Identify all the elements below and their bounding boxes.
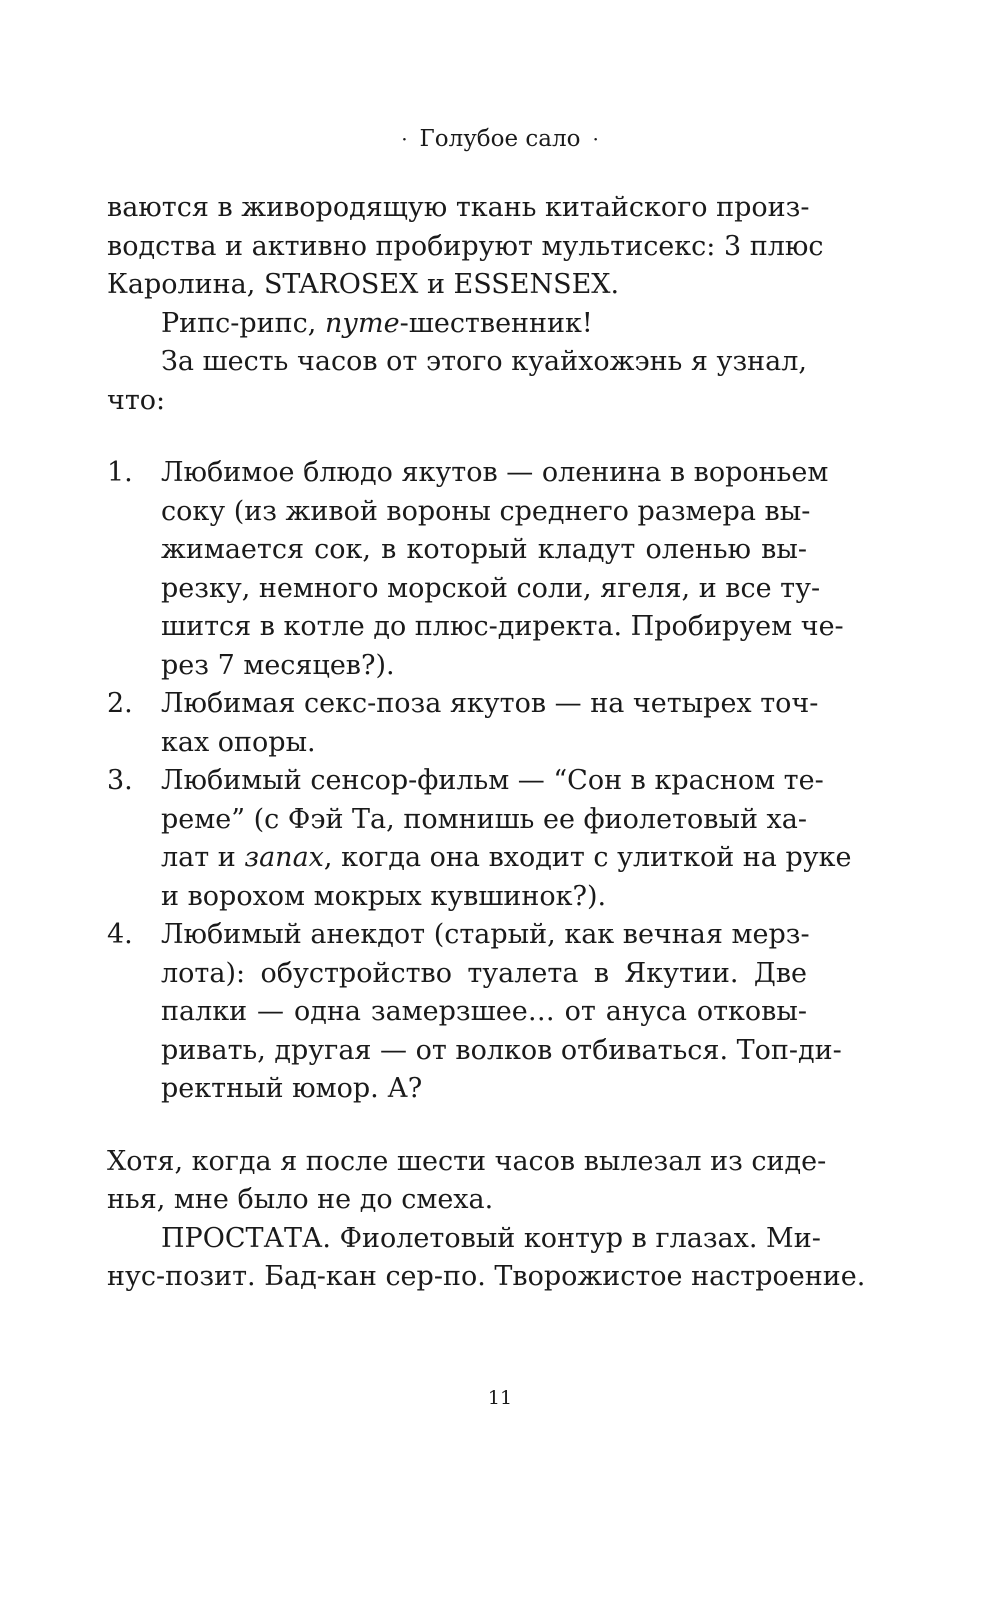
list-item-3-line-3 — [107, 839, 852, 878]
list-item-1-line-3: жимается сок, в который кладут оленью вы- — [161, 534, 807, 565]
paragraph-3-line-2: что: — [107, 384, 166, 416]
list-item-4-line-5: ректный юмор. А? — [161, 1073, 423, 1104]
list-item-3-text-1: Любимый сенсор-фильм — “Сон в красном те- — [161, 765, 824, 796]
paragraph-1-line-3: Каролина, STAROSEX и ESSENSEX. — [107, 269, 620, 300]
list-item-4-line-1 — [107, 916, 810, 955]
running-head — [0, 124, 1000, 154]
paragraph-4-line-1: Хотя, когда я после шести часов вылезал из сиде- — [107, 1145, 827, 1177]
list-item-3-line-3-after: , когда она входит с улиткой на руке — [323, 842, 852, 873]
list-number-2: 2. — [107, 688, 133, 719]
list-item-4-line-3: палки — одна замерзшее… от ануса отковы- — [161, 996, 807, 1027]
spacer — [107, 420, 807, 454]
paragraph-2-text-before: Рипс-рипс, — [161, 307, 325, 339]
list-item-3-line-1 — [107, 762, 824, 801]
paragraph-1-line-1: ваются в живородящую ткань китайского произ- — [107, 192, 810, 223]
list-number-3: 3. — [107, 765, 133, 796]
running-head-bullet-left: · — [401, 127, 408, 151]
paragraph-5-line-1: ПРОСТАТА. Фиолетовый контур в глазах. Ми- — [161, 1222, 821, 1254]
paragraph-1-line-2: водства и активно пробируют мультисекс: 3 плюс — [107, 230, 824, 262]
list-item-4-line-2: лота): обустройство туалета в Якутии. Две — [161, 957, 807, 989]
list-item-2-line-1 — [107, 685, 819, 724]
running-head-title: Голубое сало — [419, 126, 581, 152]
list-item-3-line-2: реме” (с Фэй Та, помнишь ее фиолетовый ха- — [161, 803, 807, 835]
list-item-1-text-1: Любимое блюдо якутов — оленина в вороньем — [161, 457, 829, 488]
page-number: 11 — [487, 1387, 513, 1409]
list-item-3-line-3-before: лат и — [161, 842, 245, 873]
list-item-4-text-1: Любимый анекдот (старый, как вечная мерз- — [161, 919, 810, 950]
list-item-1-line-2: соку (из живой вороны среднего размера вы- — [161, 495, 811, 527]
spacer — [107, 1109, 807, 1143]
paragraph-4-line-2: нья, мне было не до смеха. — [107, 1184, 494, 1215]
list-item-2-line-2: ках опоры. — [161, 726, 316, 758]
list-item-1-line-6: рез 7 месяцев?). — [161, 649, 395, 681]
list-item-4-line-4: ривать, другая — от волков отбиваться. Топ-ди- — [161, 1034, 842, 1066]
list-item-1-line-4: резку, немного морской соли, ягеля, и все ту- — [161, 572, 821, 604]
paragraph-3-line-1: За шесть часов от этого куайхожэнь я узнал, — [161, 346, 807, 377]
list-number-4: 4. — [107, 919, 133, 950]
running-head-bullet-right: · — [592, 127, 599, 151]
body-text — [107, 189, 866, 1297]
list-item-3-line-3-italic: запах — [244, 842, 324, 873]
paragraph-5-line-2: нус-позит. Бад-кан сер-по. Творожистое настроение. — [107, 1261, 866, 1292]
list-item-1-line-1 — [107, 454, 829, 493]
list-number-1: 1. — [107, 457, 133, 488]
list-item-3-line-4: и ворохом мокрых кувшинок?). — [161, 880, 607, 912]
paragraph-2 — [107, 305, 807, 344]
paragraph-2-text-after: -шественник! — [399, 307, 593, 339]
list-item-1-line-5: шится в котле до плюс-директа. Пробируем че- — [161, 611, 844, 642]
paragraph-2-italic: путе — [324, 307, 400, 339]
list-item-2-text-1: Любимая секс-поза якутов — на четырех точ- — [161, 688, 819, 719]
